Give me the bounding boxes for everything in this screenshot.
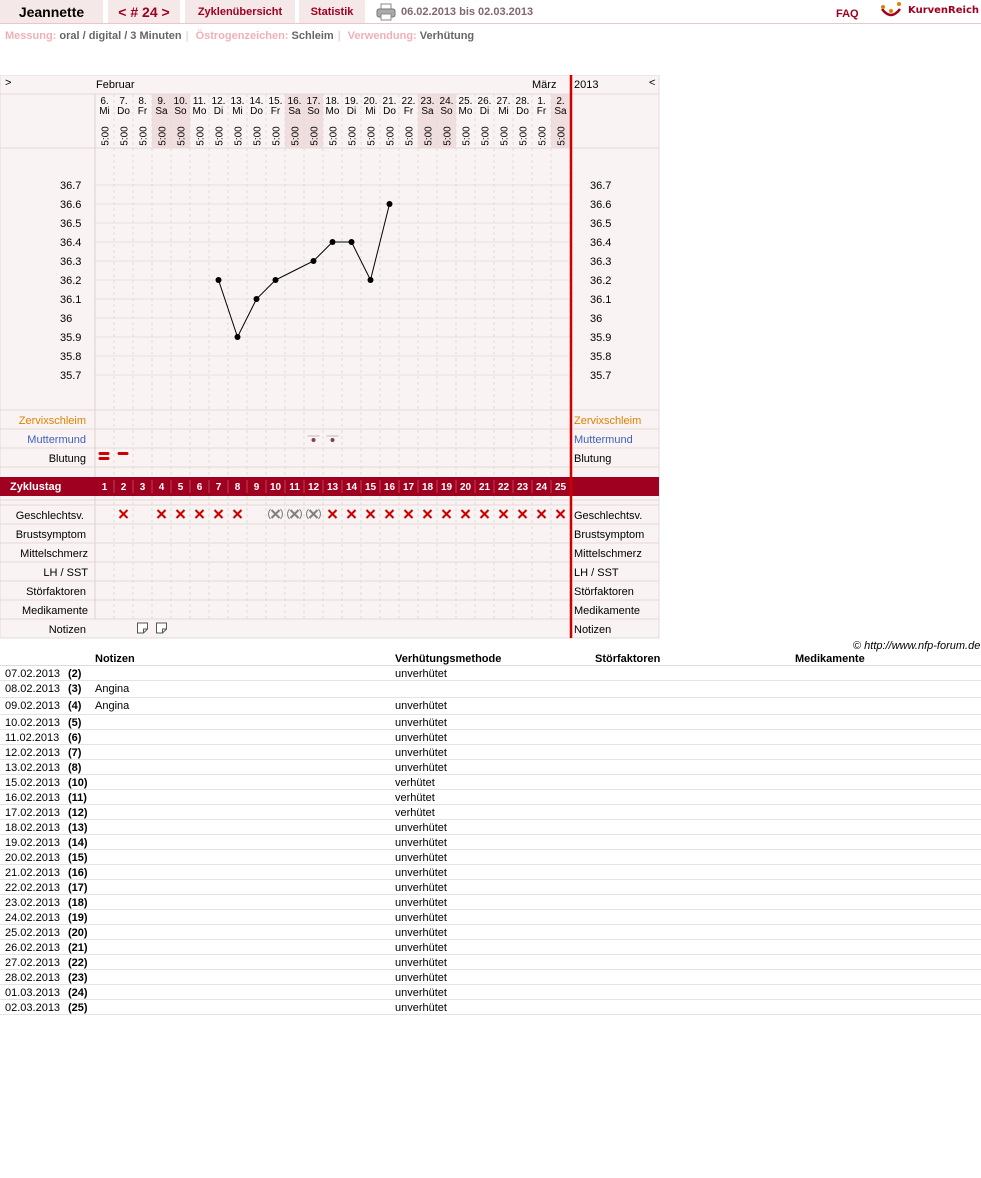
row-cycle-day: (25) bbox=[68, 1002, 88, 1014]
day-weekday-label: Di bbox=[479, 106, 490, 117]
measure-label: Messung: bbox=[5, 30, 57, 42]
cycle-day-number: 4 bbox=[158, 482, 165, 493]
cycle-day-number: 5 bbox=[177, 482, 184, 493]
row-cycle-day: (21) bbox=[68, 942, 88, 954]
day-weekday-label: Mi bbox=[498, 106, 509, 117]
tab-statistics[interactable]: Statistik bbox=[299, 0, 365, 23]
day-weekday-label: Di bbox=[346, 106, 357, 117]
temperature-point[interactable] bbox=[254, 296, 260, 302]
logo-text[interactable]: KurvenReich bbox=[908, 5, 980, 16]
temp-tick-right: 35.8 bbox=[590, 351, 612, 363]
day-date-label: 26. bbox=[477, 96, 492, 107]
row-date: 17.02.2013 bbox=[5, 807, 61, 819]
row-label-notes-right: Notizen bbox=[574, 624, 612, 636]
day-weekday-label: Mi bbox=[232, 106, 243, 117]
row-label-meds-right: Medikamente bbox=[574, 605, 641, 617]
day-time-label: 5:00 bbox=[328, 126, 340, 146]
month-start: Februar bbox=[96, 79, 135, 91]
day-time-label: 5:00 bbox=[195, 126, 207, 146]
day-time-label: 5:00 bbox=[138, 126, 150, 146]
row-cycle-day: (24) bbox=[68, 987, 88, 999]
table-row bbox=[0, 985, 981, 1000]
temp-tick-right: 36.4 bbox=[590, 237, 612, 249]
copyright: © http://www.nfp-forum.de bbox=[853, 640, 981, 652]
row-method: unverhütet bbox=[395, 957, 447, 969]
cycle-day-number: 13 bbox=[326, 482, 339, 493]
month-end: März bbox=[532, 79, 557, 91]
day-time-label: 5:00 bbox=[480, 126, 492, 146]
row-method: unverhütet bbox=[395, 732, 447, 744]
cycle-day-number: 15 bbox=[364, 482, 377, 493]
bleeding-strong-mark bbox=[99, 457, 110, 460]
day-date-label: 19. bbox=[344, 96, 359, 107]
table-row bbox=[0, 730, 981, 745]
day-weekday-label: Fr bbox=[270, 106, 281, 117]
temp-tick-right: 36.2 bbox=[590, 275, 612, 287]
row-cycle-day: (13) bbox=[68, 822, 88, 834]
row-label-meds: Medikamente bbox=[21, 605, 88, 617]
row-method: unverhütet bbox=[395, 867, 447, 879]
row-date: 16.02.2013 bbox=[5, 792, 61, 804]
day-time-label: 5:00 bbox=[176, 126, 188, 146]
temperature-point[interactable] bbox=[216, 277, 222, 283]
row-date: 23.02.2013 bbox=[5, 897, 61, 909]
day-weekday-label: Fr bbox=[403, 106, 414, 117]
row-date: 27.02.2013 bbox=[5, 957, 61, 969]
tab-cycle-overview[interactable]: Zyklenübersicht bbox=[185, 0, 295, 23]
usage-value: Verhütung bbox=[419, 30, 475, 42]
row-label-disturb: Störfaktoren bbox=[26, 586, 86, 598]
day-time-label: 5:00 bbox=[518, 126, 530, 146]
table-row bbox=[0, 805, 981, 820]
table-row bbox=[0, 850, 981, 865]
temp-tick-left: 36.6 bbox=[60, 199, 82, 211]
day-time-label: 5:00 bbox=[556, 126, 568, 146]
day-weekday-label: So bbox=[440, 106, 453, 117]
cycle-day-number: 22 bbox=[497, 482, 510, 493]
notes-table bbox=[0, 652, 981, 1015]
temp-tick-left: 35.9 bbox=[60, 332, 82, 344]
table-row bbox=[0, 715, 981, 730]
header-disturb: Störfaktoren bbox=[595, 653, 661, 665]
row-date: 12.02.2013 bbox=[5, 747, 61, 759]
estrogen-label: Östrogenzeichen: bbox=[195, 30, 289, 42]
temperature-point[interactable] bbox=[349, 239, 355, 245]
table-row bbox=[0, 681, 981, 698]
cycle-day-number: 7 bbox=[215, 482, 222, 493]
row-cycle-day: (7) bbox=[68, 747, 82, 759]
cycle-day-number: 21 bbox=[478, 482, 491, 493]
cycle-day-number: 3 bbox=[139, 482, 146, 493]
row-method: unverhütet bbox=[395, 987, 447, 999]
day-weekday-label: So bbox=[174, 106, 187, 117]
day-time-label: 5:00 bbox=[233, 126, 245, 146]
temperature-point[interactable] bbox=[330, 239, 336, 245]
day-time-label: 5:00 bbox=[442, 126, 454, 146]
bleeding-light-mark bbox=[118, 452, 129, 455]
table-row bbox=[0, 865, 981, 880]
cycle-day-number: 19 bbox=[440, 482, 453, 493]
day-time-label: 5:00 bbox=[537, 126, 549, 146]
day-weekday-label: Fr bbox=[137, 106, 148, 117]
day-weekday-label: Do bbox=[383, 106, 396, 117]
row-label-cervix-mucus-right: Zervixschleim bbox=[574, 415, 642, 427]
row-cycle-day: (20) bbox=[68, 927, 88, 939]
temp-tick-right: 36.1 bbox=[590, 294, 612, 306]
day-date-label: 17. bbox=[306, 96, 321, 107]
day-weekday-label: Sa bbox=[554, 106, 567, 117]
temp-tick-left: 36.5 bbox=[60, 218, 82, 230]
temp-tick-right: 36.7 bbox=[590, 180, 612, 192]
row-method: verhütet bbox=[395, 807, 435, 819]
row-cycle-day: (10) bbox=[68, 777, 88, 789]
day-date-label: 7. bbox=[119, 96, 128, 107]
row-date: 08.02.2013 bbox=[5, 683, 61, 695]
notes-table-header bbox=[0, 652, 981, 666]
temperature-point[interactable] bbox=[311, 258, 317, 264]
row-label-cervix-mucus: Zervixschleim bbox=[18, 415, 86, 427]
table-row bbox=[0, 970, 981, 985]
row-note: Angina bbox=[95, 683, 130, 695]
nav-next[interactable]: < bbox=[649, 77, 656, 89]
cycle-day-number: 24 bbox=[535, 482, 548, 493]
table-row bbox=[0, 666, 981, 681]
day-time-label: 5:00 bbox=[347, 126, 359, 146]
day-time-label: 5:00 bbox=[499, 126, 511, 146]
cycle-chart bbox=[0, 75, 660, 639]
row-date: 10.02.2013 bbox=[5, 717, 61, 729]
temperature-point[interactable] bbox=[235, 334, 241, 340]
table-row bbox=[0, 1000, 981, 1015]
temp-tick-left: 36.1 bbox=[60, 294, 82, 306]
day-time-label: 5:00 bbox=[423, 126, 435, 146]
day-weekday-label: Sa bbox=[155, 106, 168, 117]
row-method: unverhütet bbox=[395, 912, 447, 924]
row-date: 01.03.2013 bbox=[5, 987, 61, 999]
row-label-disturb-right: Störfaktoren bbox=[574, 586, 634, 598]
table-row bbox=[0, 955, 981, 970]
row-label-midpain-right: Mittelschmerz bbox=[574, 548, 642, 560]
table-row bbox=[0, 910, 981, 925]
row-label-intercourse-right: Geschlechtsv. bbox=[574, 510, 643, 522]
printer-icon[interactable] bbox=[376, 3, 396, 21]
day-date-label: 10. bbox=[173, 96, 188, 107]
row-cycle-day: (4) bbox=[68, 700, 82, 712]
cycle-day-number: 23 bbox=[516, 482, 529, 493]
row-cycle-day: (14) bbox=[68, 837, 88, 849]
day-weekday-label: Do bbox=[516, 106, 529, 117]
row-method: unverhütet bbox=[395, 747, 447, 759]
row-label-bleeding: Blutung bbox=[48, 453, 86, 465]
day-date-label: 13. bbox=[230, 96, 245, 107]
measurement-info: Messung: oral / digital / 3 Minuten | Östrogenzeichen: Schleim | Verwendung: Verhütung bbox=[5, 30, 475, 42]
table-row bbox=[0, 880, 981, 895]
day-time-label: 5:00 bbox=[252, 126, 264, 146]
year-label: 2013 bbox=[574, 79, 599, 91]
day-date-label: 15. bbox=[268, 96, 283, 107]
temp-tick-left: 35.7 bbox=[60, 370, 82, 382]
day-time-label: 5:00 bbox=[214, 126, 226, 146]
day-weekday-label: Mo bbox=[192, 106, 207, 117]
row-label-bleeding-right: Blutung bbox=[574, 453, 612, 465]
row-method: unverhütet bbox=[395, 897, 447, 909]
temp-tick-right: 36.5 bbox=[590, 218, 612, 230]
day-time-label: 5:00 bbox=[404, 126, 416, 146]
row-date: 22.02.2013 bbox=[5, 882, 61, 894]
day-weekday-label: Sa bbox=[288, 106, 301, 117]
row-cycle-day: (23) bbox=[68, 972, 88, 984]
row-cycle-day: (8) bbox=[68, 762, 82, 774]
user-name-tab[interactable]: Jeannette bbox=[0, 0, 103, 23]
header-method: Verhütungsmethode bbox=[395, 653, 502, 665]
day-date-label: 24. bbox=[439, 96, 454, 107]
kurvenreich-logo-icon[interactable] bbox=[880, 1, 902, 21]
day-weekday-label: Sa bbox=[421, 106, 434, 117]
row-label-cycle-day: Zyklustag bbox=[10, 481, 62, 493]
row-cycle-day: (18) bbox=[68, 897, 88, 909]
cycle-day-number: 9 bbox=[253, 482, 260, 493]
faq-link[interactable]: FAQ bbox=[836, 8, 859, 20]
row-label-lh-right: LH / SST bbox=[574, 567, 619, 579]
day-date-label: 12. bbox=[211, 96, 226, 107]
day-date-label: 22. bbox=[401, 96, 416, 107]
day-weekday-label: Mi bbox=[365, 106, 376, 117]
row-date: 02.03.2013 bbox=[5, 1002, 61, 1014]
day-date-label: 28. bbox=[515, 96, 530, 107]
cycle-day-number: 6 bbox=[196, 482, 203, 493]
temperature-point[interactable] bbox=[273, 277, 279, 283]
temperature-point[interactable] bbox=[368, 277, 374, 283]
day-date-label: 14. bbox=[249, 96, 264, 107]
day-weekday-label: Do bbox=[117, 106, 130, 117]
row-method: unverhütet bbox=[395, 942, 447, 954]
day-date-label: 16. bbox=[287, 96, 302, 107]
day-time-label: 5:00 bbox=[271, 126, 283, 146]
day-weekday-label: Do bbox=[250, 106, 263, 117]
row-date: 09.02.2013 bbox=[5, 700, 61, 712]
temp-tick-right: 35.9 bbox=[590, 332, 612, 344]
table-row bbox=[0, 835, 981, 850]
row-method: unverhütet bbox=[395, 852, 447, 864]
row-cycle-day: (17) bbox=[68, 882, 88, 894]
day-weekday-label: Di bbox=[213, 106, 224, 117]
bleeding-strong-mark bbox=[99, 452, 110, 455]
day-date-label: 8. bbox=[138, 96, 147, 107]
header-meds: Medikamente bbox=[795, 653, 865, 665]
cycle-day-number: 1 bbox=[101, 482, 108, 493]
cycle-day-number: 16 bbox=[383, 482, 396, 493]
day-time-label: 5:00 bbox=[309, 126, 321, 146]
day-time-label: 5:00 bbox=[100, 126, 112, 146]
day-date-label: 25. bbox=[458, 96, 473, 107]
row-date: 25.02.2013 bbox=[5, 927, 61, 939]
cycle-day-number: 12 bbox=[307, 482, 320, 493]
row-method: unverhütet bbox=[395, 717, 447, 729]
day-time-label: 5:00 bbox=[290, 126, 302, 146]
row-method: unverhütet bbox=[395, 882, 447, 894]
row-method: unverhütet bbox=[395, 837, 447, 849]
nav-prev[interactable]: > bbox=[5, 77, 12, 89]
day-weekday-label: Fr bbox=[536, 106, 547, 117]
day-date-label: 2. bbox=[556, 96, 565, 107]
day-time-label: 5:00 bbox=[119, 126, 131, 146]
top-bar bbox=[0, 0, 981, 24]
temp-tick-right: 35.7 bbox=[590, 370, 612, 382]
estrogen-value: Schleim bbox=[291, 30, 334, 42]
temp-tick-left: 36.3 bbox=[60, 256, 82, 268]
row-method: unverhütet bbox=[395, 822, 447, 834]
table-row bbox=[0, 925, 981, 940]
cycle-day-number: 20 bbox=[459, 482, 472, 493]
day-weekday-label: Mo bbox=[325, 106, 340, 117]
row-method: verhütet bbox=[395, 792, 435, 804]
row-cycle-day: (11) bbox=[68, 792, 87, 804]
temp-tick-left: 35.8 bbox=[60, 351, 82, 363]
row-cycle-day: (3) bbox=[68, 683, 82, 695]
row-date: 07.02.2013 bbox=[5, 668, 61, 680]
cycle-day-number: 11 bbox=[289, 482, 300, 493]
day-time-label: 5:00 bbox=[385, 126, 397, 146]
copyright-url[interactable]: http://www.nfp-forum.de bbox=[864, 640, 981, 652]
row-label-breast: Brustsymptom bbox=[15, 529, 86, 541]
day-date-label: 6. bbox=[100, 96, 109, 107]
date-range: 06.02.2013 bis 02.03.2013 bbox=[401, 6, 534, 18]
cycle-day-number: 10 bbox=[269, 482, 282, 493]
temp-tick-right: 36.6 bbox=[590, 199, 612, 211]
row-date: 28.02.2013 bbox=[5, 972, 61, 984]
cycle-day-number: 8 bbox=[234, 482, 241, 493]
row-method: unverhütet bbox=[395, 700, 447, 712]
temp-tick-right: 36 bbox=[590, 313, 603, 325]
table-row bbox=[0, 820, 981, 835]
day-date-label: 27. bbox=[496, 96, 511, 107]
table-row bbox=[0, 790, 981, 805]
table-row bbox=[0, 940, 981, 955]
row-label-notes: Notizen bbox=[48, 624, 86, 636]
temp-tick-left: 36.2 bbox=[60, 275, 82, 287]
row-method: verhütet bbox=[395, 777, 435, 789]
row-cycle-day: (5) bbox=[68, 717, 82, 729]
day-weekday-label: Mo bbox=[458, 106, 473, 117]
row-date: 15.02.2013 bbox=[5, 777, 61, 789]
row-cycle-day: (16) bbox=[68, 867, 88, 879]
day-time-label: 5:00 bbox=[461, 126, 473, 146]
table-row bbox=[0, 698, 981, 715]
row-date: 19.02.2013 bbox=[5, 837, 61, 849]
row-method: unverhütet bbox=[395, 972, 447, 984]
row-label-breast-right: Brustsymptom bbox=[574, 529, 645, 541]
row-label-lh: LH / SST bbox=[43, 567, 88, 579]
header-notes: Notizen bbox=[95, 653, 135, 665]
table-row bbox=[0, 775, 981, 790]
temp-tick-left: 36.4 bbox=[60, 237, 82, 249]
cycle-navigator[interactable]: < # 24 > bbox=[108, 0, 180, 23]
table-row bbox=[0, 745, 981, 760]
row-cycle-day: (19) bbox=[68, 912, 88, 924]
day-date-label: 18. bbox=[325, 96, 340, 107]
row-date: 21.02.2013 bbox=[5, 867, 61, 879]
row-cycle-day: (22) bbox=[68, 957, 88, 969]
row-date: 26.02.2013 bbox=[5, 942, 61, 954]
day-date-label: 11. bbox=[192, 96, 207, 107]
day-date-label: 1. bbox=[537, 96, 546, 107]
row-method: unverhütet bbox=[395, 668, 447, 680]
row-label-cervix: Muttermund bbox=[27, 434, 86, 446]
row-note: Angina bbox=[95, 700, 130, 712]
row-date: 24.02.2013 bbox=[5, 912, 61, 924]
cycle-day-number: 17 bbox=[402, 482, 415, 493]
temp-tick-right: 36.3 bbox=[590, 256, 612, 268]
cycle-day-number: 14 bbox=[345, 482, 358, 493]
cycle-day-number: 18 bbox=[421, 482, 434, 493]
temp-tick-left: 36 bbox=[60, 313, 73, 325]
cycle-day-number: 2 bbox=[120, 482, 127, 493]
row-label-cervix-right: Muttermund bbox=[574, 434, 633, 446]
usage-label: Verwendung: bbox=[347, 30, 417, 42]
table-row bbox=[0, 895, 981, 910]
measure-value: oral / digital / 3 Minuten bbox=[59, 30, 182, 42]
row-method: unverhütet bbox=[395, 1002, 447, 1014]
table-row bbox=[0, 760, 981, 775]
row-date: 11.02.2013 bbox=[5, 732, 60, 744]
day-date-label: 20. bbox=[363, 96, 378, 107]
row-date: 20.02.2013 bbox=[5, 852, 61, 864]
row-date: 18.02.2013 bbox=[5, 822, 61, 834]
row-date: 13.02.2013 bbox=[5, 762, 61, 774]
day-date-label: 23. bbox=[420, 96, 435, 107]
cycle-day-number: 25 bbox=[554, 482, 567, 493]
row-method: unverhütet bbox=[395, 927, 447, 939]
row-label-midpain: Mittelschmerz bbox=[20, 548, 88, 560]
row-cycle-day: (6) bbox=[68, 732, 82, 744]
row-label-intercourse: Geschlechtsv. bbox=[15, 510, 84, 522]
row-method: unverhütet bbox=[395, 762, 447, 774]
day-weekday-label: Mi bbox=[99, 106, 110, 117]
temp-tick-left: 36.7 bbox=[60, 180, 82, 192]
day-weekday-label: So bbox=[307, 106, 320, 117]
day-time-label: 5:00 bbox=[157, 126, 169, 146]
row-cycle-day: (15) bbox=[68, 852, 88, 864]
row-cycle-day: (2) bbox=[68, 668, 82, 680]
day-time-label: 5:00 bbox=[366, 126, 378, 146]
temperature-point[interactable] bbox=[387, 201, 393, 207]
day-date-label: 21. bbox=[382, 96, 397, 107]
day-date-label: 9. bbox=[157, 96, 166, 107]
row-cycle-day: (12) bbox=[68, 807, 88, 819]
